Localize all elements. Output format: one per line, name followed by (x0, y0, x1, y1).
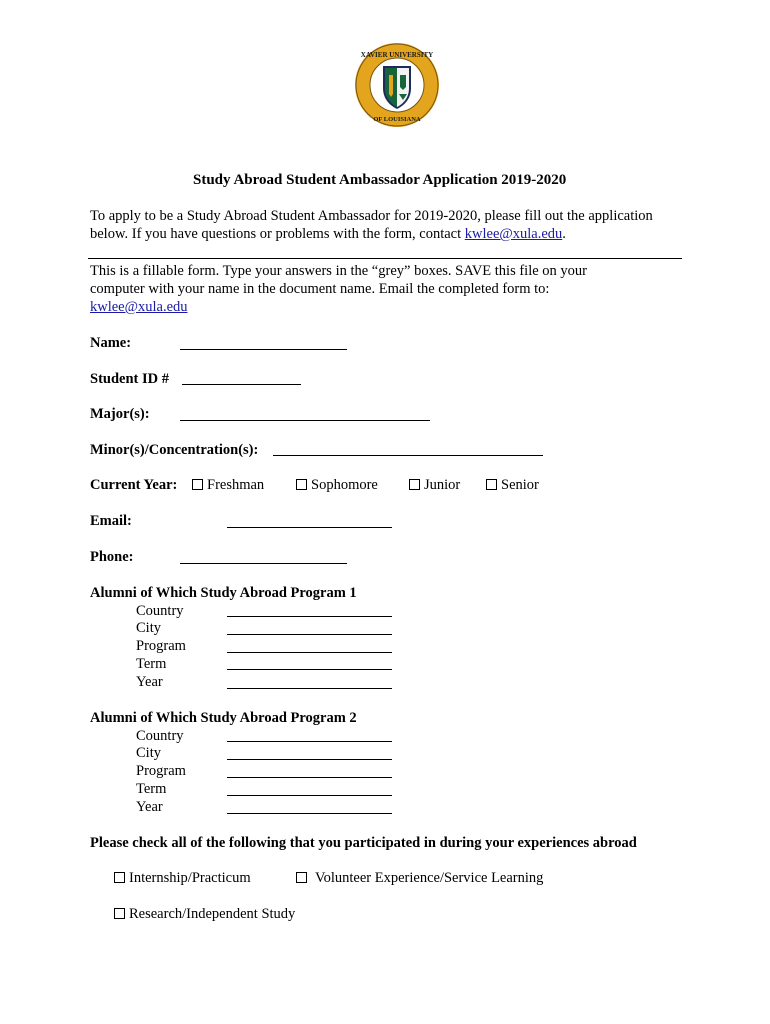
sophomore-label: Sophomore (311, 477, 378, 493)
senior-label: Senior (501, 477, 539, 493)
year-option-freshman[interactable] (192, 477, 264, 494)
year-option-junior[interactable] (409, 477, 460, 494)
program-2-country-label: Country (136, 728, 184, 744)
senior-checkbox[interactable] (486, 479, 497, 490)
majors-field[interactable] (180, 420, 430, 421)
junior-label: Junior (424, 477, 461, 493)
program-2-program-label: Program (136, 763, 186, 779)
majors-label: Major(s): (90, 406, 150, 422)
separator-rule (88, 258, 682, 259)
activity-option-research[interactable] (114, 906, 295, 923)
current-year-label: Current Year: (90, 477, 178, 493)
research-checkbox[interactable] (114, 908, 125, 919)
volunteer-label: Volunteer Experience/Service Learning (315, 870, 544, 886)
program-1-term-label: Term (136, 656, 167, 672)
intro-line-1: To apply to be a Study Abroad Student Ambassador for 2019-2020, please fill out the application (90, 208, 653, 224)
phone-label: Phone: (90, 549, 134, 565)
email-field[interactable] (227, 527, 392, 528)
freshman-checkbox[interactable] (192, 479, 203, 490)
internship-label: Internship/Practicum (129, 870, 251, 886)
activity-option-volunteer[interactable] (296, 870, 543, 887)
student-id-field[interactable] (182, 384, 301, 385)
program-2-term-field[interactable] (227, 795, 392, 796)
instructions-line-2: computer with your name in the document name. Email the completed form to: (90, 281, 550, 297)
program-1-program-field[interactable] (227, 652, 392, 653)
university-seal-logo (354, 42, 440, 128)
program-1-city-field[interactable] (227, 634, 392, 635)
freshman-label: Freshman (207, 477, 265, 493)
intro-line-2 (90, 226, 566, 243)
research-label: Research/Independent Study (129, 906, 296, 922)
program-1-term-field[interactable] (227, 669, 392, 670)
volunteer-checkbox[interactable] (296, 872, 307, 883)
program-2-year-label: Year (136, 799, 163, 815)
year-option-senior[interactable] (486, 477, 539, 494)
contact-email-link[interactable]: kwlee@xula.edu (464, 226, 563, 242)
program-2-country-field[interactable] (227, 741, 392, 742)
program-1-year-field[interactable] (227, 688, 392, 689)
minors-label: Minor(s)/Concentration(s): (90, 442, 259, 458)
email-label: Email: (90, 513, 132, 529)
year-option-sophomore[interactable] (296, 477, 378, 494)
program-2-city-field[interactable] (227, 759, 392, 760)
program-1-country-label: Country (136, 603, 184, 619)
instructions-line-1: This is a fillable form. Type your answers in the “grey” boxes. SAVE this file on your (90, 263, 587, 279)
seal-top-text: XAVIER UNIVERSITY (360, 51, 434, 59)
activity-option-internship[interactable] (114, 870, 251, 887)
name-field[interactable] (180, 349, 347, 350)
internship-checkbox[interactable] (114, 872, 125, 883)
sophomore-checkbox[interactable] (296, 479, 307, 490)
program-1-year-label: Year (136, 674, 163, 690)
phone-field[interactable] (180, 563, 347, 564)
name-label: Name: (90, 335, 132, 351)
page-title: Study Abroad Student Ambassador Application 2019-2020 (193, 172, 567, 188)
student-id-label: Student ID # (90, 371, 169, 387)
seal-bottom-text: OF LOUISIANA (373, 116, 421, 123)
program-2-city-label: City (136, 745, 161, 761)
minors-field[interactable] (273, 455, 543, 456)
program-2-year-field[interactable] (227, 813, 392, 814)
intro-line-2-text: below. If you have questions or problems with the form, contact (90, 226, 465, 242)
activities-heading: Please check all of the following that you participated in during your experiences abroad (90, 835, 637, 851)
program-1-country-field[interactable] (227, 616, 392, 617)
program-2-program-field[interactable] (227, 777, 392, 778)
junior-checkbox[interactable] (409, 479, 420, 490)
program-1-city-label: City (136, 620, 161, 636)
program-2-term-label: Term (136, 781, 167, 797)
instructions-email-link[interactable]: kwlee@xula.edu (90, 299, 188, 315)
program-1-program-label: Program (136, 638, 186, 654)
intro-line-2-suffix: . (562, 226, 566, 242)
program-2-heading: Alumni of Which Study Abroad Program 2 (90, 710, 357, 726)
program-1-heading: Alumni of Which Study Abroad Program 1 (90, 585, 357, 601)
